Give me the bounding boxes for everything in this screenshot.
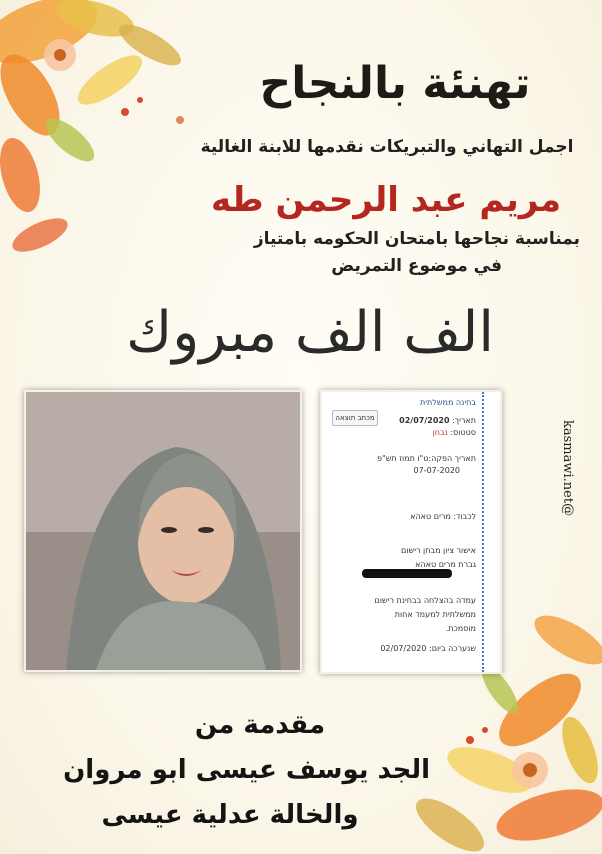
exam-result-document (320, 390, 502, 674)
card-subtitle: اجمل التهاني والتبريكات نقدمها للابنة الغالية (200, 137, 574, 157)
redaction-mark (362, 569, 452, 578)
status-value: נבחן (432, 428, 448, 437)
graduate-photo (24, 390, 302, 672)
watermark: kasmawi.net@ (560, 420, 575, 517)
card-title: تهنئة بالنجاح (259, 58, 531, 109)
document-date (399, 416, 476, 425)
document-status (433, 428, 476, 437)
result-line-2: ממשלתית למעמד אחות (394, 610, 476, 619)
floral-decoration-top-left (0, 0, 210, 260)
confirmation-line: אישור ציון מבחן רישום (401, 546, 476, 555)
issue-date-numeric: 07-07-2020 (413, 466, 460, 475)
congratulations-calligraphy: الف الف مبروك (126, 300, 494, 365)
document-side-bar (481, 392, 484, 672)
graduate-name: مريم عبد الرحمن طه (211, 180, 561, 220)
from-line-3: والخالة عدلية عيسى (101, 800, 359, 830)
document-header: בחינה ממשלתית (420, 398, 476, 407)
occasion-line-2: في موضوع التمريض (331, 256, 502, 276)
recipient-line: לכבוד: מרים טאהא (410, 512, 476, 521)
from-line-2: الجد يوسف عيسى ابو مروان (63, 755, 430, 785)
from-line-1: مقدمة من (194, 710, 326, 740)
date-value: 02/07/2020 (399, 416, 450, 425)
recipient-name-line: גברת מרים טאהא (415, 560, 476, 569)
issue-date-line: תאריך הפקה:ט"ו תמוז תש"פ (377, 454, 476, 463)
exam-held-line: שנערכה ביום: 02/07/2020 (380, 644, 476, 653)
status-label: סטטוס: (450, 428, 476, 437)
occasion-line-1: بمناسبة نجاحها بامتحان الحكومه بامتياز (253, 229, 580, 249)
date-label: תאריך: (452, 416, 476, 425)
result-line-3: מוסמכת. (445, 624, 476, 633)
result-letter-button[interactable]: מכתב תוצאה (332, 410, 378, 426)
result-line-1: עמדה בהצלחה בבחינת רישום (374, 596, 476, 605)
